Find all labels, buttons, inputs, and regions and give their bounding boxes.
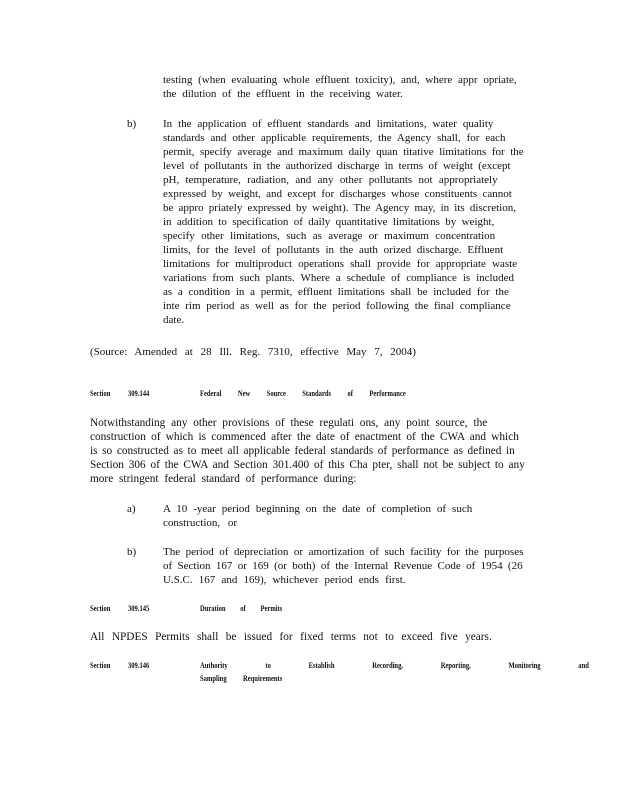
- item-label: b): [127, 546, 137, 558]
- item-line: In the application of effluent standards and limitations, water quality: [163, 118, 494, 130]
- item-label: a): [127, 503, 136, 515]
- source-note: (Source: Amended at 28 Ill. Reg. 7310, effective May 7, 2004): [90, 346, 416, 358]
- section-paragraph-line: Notwithstanding any other provisions of these regulati ons, any point source, the: [90, 417, 488, 429]
- continuation-line: the dilution of the effluent in the receiving water.: [163, 88, 403, 100]
- section-paragraph-line: is so constructed as to meet all applicable federal standards of performance as defined in: [90, 445, 515, 457]
- section-title: Duration of Permits: [200, 604, 283, 613]
- item-line: level of pollutants in the authorized discharge in terms of weight (except: [163, 160, 511, 172]
- item-line: variations from such plants. Where a schedule of compliance is included: [163, 272, 514, 284]
- item-line: inte rim period as well as for the period following the final compliance: [163, 300, 511, 312]
- section-paragraph-line: All NPDES Permits shall be issued for fixed terms not to exceed five years.: [90, 631, 492, 643]
- section-title-line: Authority to Establish Recording, Reporting, Monitoring and: [200, 661, 589, 670]
- section-paragraph-line: Section 306 of the CWA and Section 301.400 of this Cha pter, shall not be subject to any: [90, 459, 525, 471]
- item-line: permit, specify average and maximum daily quan titative limitations for the: [163, 146, 524, 158]
- item-line: pH, temperature, radiation, and any other pollutants not appropriately: [163, 174, 498, 186]
- item-line: specify other limitations, such as average or maximum concentration: [163, 230, 496, 242]
- item-line: limitations for multiproduct operations shall provide for appropriate waste: [163, 258, 518, 270]
- section-number: 309.146: [128, 661, 150, 670]
- item-line: expressed by weight, and except for discharges whose constituents cannot: [163, 188, 512, 200]
- item-line: A 10 -year period beginning on the date of completion of such: [163, 503, 473, 515]
- item-line: date.: [163, 314, 185, 326]
- item-line: as a condition in a permit, effluent limitations shall be included for the: [163, 286, 509, 298]
- item-line: The period of depreciation or amortization of such facility for the purposes: [163, 546, 524, 558]
- section-label: Section: [90, 389, 111, 398]
- section-label: Section: [90, 604, 111, 613]
- item-line: of Section 167 or 169 (or both) of the Internal Revenue Code of 1954 (26: [163, 560, 523, 572]
- section-paragraph-line: more stringent federal standard of performance during:: [90, 473, 357, 485]
- section-title-line: Sampling Requirements: [200, 674, 283, 683]
- section-label: Section: [90, 661, 111, 670]
- section-number: 309.145: [128, 604, 150, 613]
- section-title: Federal New Source Standards of Performance: [200, 389, 406, 398]
- section-paragraph-line: construction of which is commenced after the date of enactment of the CWA and which: [90, 431, 519, 443]
- item-line: limits, for the level of pollutants in the auth orized discharge. Effluent: [163, 244, 504, 256]
- continuation-line: testing (when evaluating whole effluent toxicity), and, where appr opriate,: [163, 74, 517, 86]
- section-number: 309.144: [128, 389, 150, 398]
- item-line: standards and other applicable requirements, the Agency shall, for each: [163, 132, 506, 144]
- item-line: construction, or: [163, 517, 238, 529]
- item-label: b): [127, 118, 137, 130]
- item-line: be appro priately expressed by weight). The Agency may, in its discretion,: [163, 202, 516, 214]
- item-line: U.S.C. 167 and 169), whichever period ends first.: [163, 574, 406, 586]
- item-line: in addition to specification of daily quantitative limitations by weight,: [163, 216, 495, 228]
